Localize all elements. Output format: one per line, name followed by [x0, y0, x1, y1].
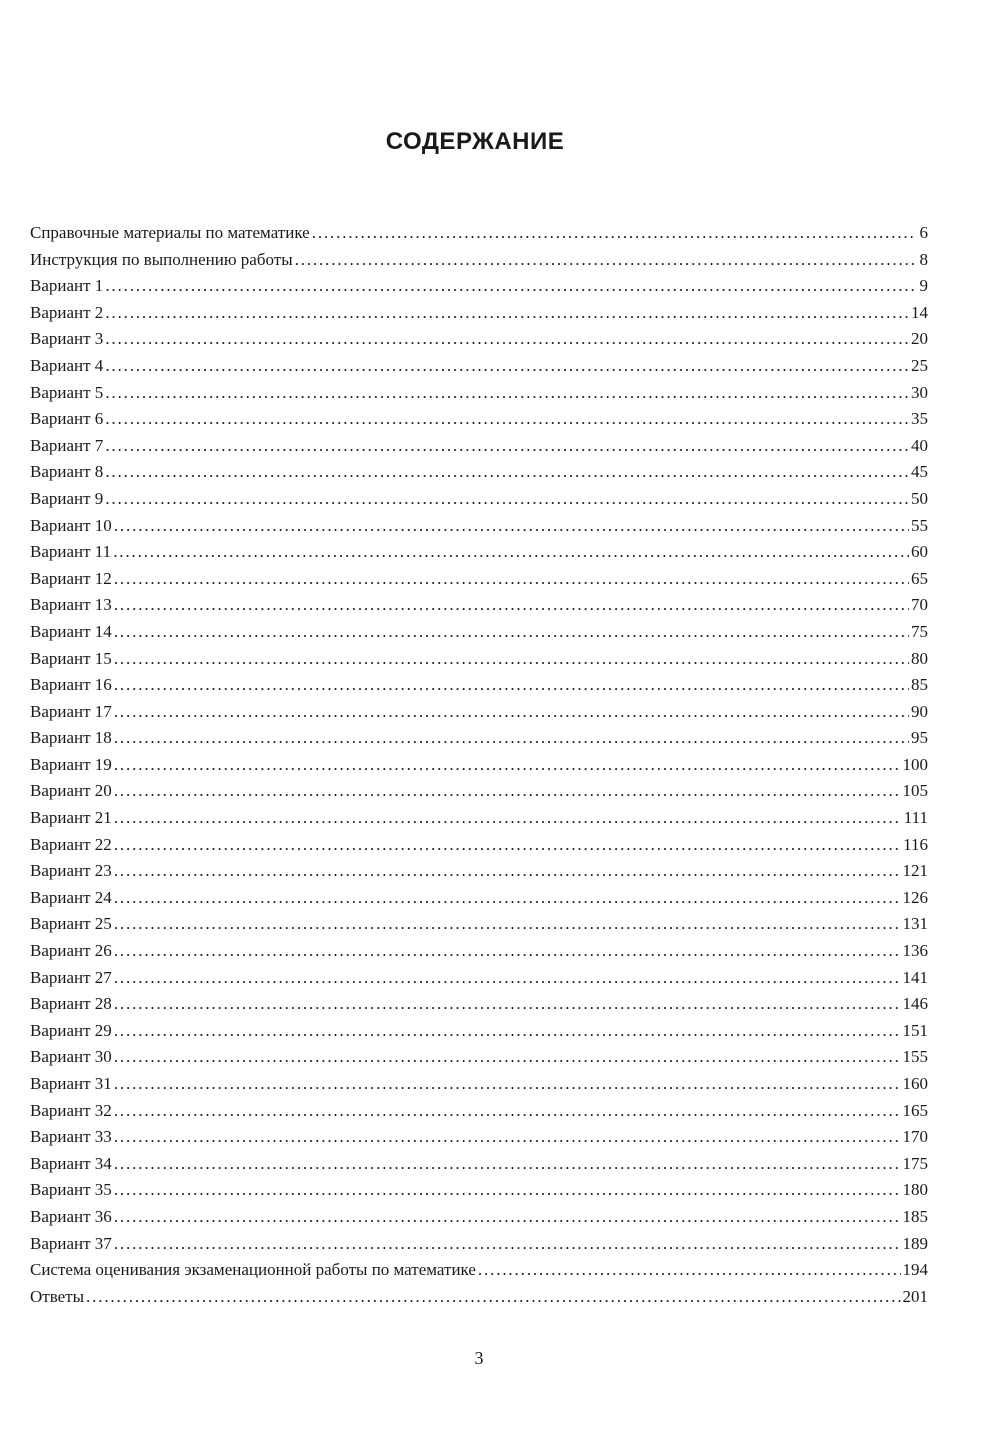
toc-entry-label: Вариант 4	[30, 355, 104, 375]
toc-entry-label: Вариант 24	[30, 887, 112, 907]
toc-entry	[30, 247, 928, 274]
dot-leader	[86, 1284, 900, 1311]
table-of-contents	[30, 220, 928, 1310]
toc-entry-label: Вариант 13	[30, 595, 112, 615]
toc-entry-page: 25	[911, 355, 928, 375]
toc-entry-label: Вариант 12	[30, 568, 112, 588]
toc-entry-label: Вариант 28	[30, 994, 112, 1014]
toc-entry-label: Вариант 1	[30, 276, 104, 296]
toc-entry-page: 6	[919, 223, 928, 242]
toc-entry	[30, 1018, 928, 1045]
toc-entry-label: Вариант 34	[30, 1153, 112, 1173]
toc-entry	[30, 592, 928, 619]
toc-entry-label: Вариант 22	[30, 834, 112, 854]
toc-entry-label: Вариант 18	[30, 728, 112, 748]
dot-leader	[105, 406, 909, 433]
toc-entry	[30, 539, 928, 566]
toc-entry	[30, 220, 928, 247]
toc-entry	[30, 619, 928, 646]
toc-entry-label: Вариант 26	[30, 941, 112, 961]
toc-entry-page: 30	[911, 382, 928, 402]
toc-entry-page: 20	[911, 329, 928, 349]
toc-entry-page: 175	[902, 1153, 928, 1173]
toc-entry-page: 9	[919, 276, 928, 296]
toc-entry-label: Вариант 32	[30, 1100, 112, 1120]
toc-entry	[30, 1098, 928, 1125]
dot-leader	[114, 778, 901, 805]
toc-entry	[30, 380, 928, 407]
toc-entry	[30, 406, 928, 433]
dot-leader	[114, 752, 901, 779]
toc-entry	[30, 832, 928, 859]
toc-entry-label: Вариант 6	[30, 409, 104, 429]
toc-entry-label: Система оценивания экзаменационной работы по математике	[30, 1260, 476, 1280]
dot-leader	[105, 300, 909, 327]
dot-leader	[105, 273, 916, 300]
dot-leader	[114, 858, 901, 885]
toc-entry-label: Вариант 21	[30, 808, 112, 828]
toc-entry	[30, 858, 928, 885]
toc-entry	[30, 938, 928, 965]
toc-entry-page: 185	[902, 1206, 928, 1226]
dot-leader	[114, 646, 909, 673]
toc-entry-page: 141	[902, 967, 928, 987]
toc-entry-page: 70	[911, 595, 928, 615]
page-title: СОДЕРЖАНИЕ	[385, 128, 565, 156]
toc-entry-page: 85	[911, 675, 928, 695]
toc-entry-page: 105	[902, 781, 928, 801]
toc-entry-label: Вариант 35	[30, 1180, 112, 1200]
toc-entry-page: 14	[911, 302, 928, 322]
toc-entry	[30, 646, 928, 673]
toc-entry-label: Вариант 29	[30, 1020, 112, 1040]
toc-entry	[30, 672, 928, 699]
dot-leader	[105, 326, 909, 353]
toc-entry	[30, 885, 928, 912]
toc-entry-page: 194	[902, 1260, 928, 1280]
toc-entry-page: 136	[902, 941, 928, 961]
toc-entry-page: 189	[902, 1233, 928, 1253]
dot-leader	[114, 1204, 901, 1231]
toc-entry-page: 95	[911, 728, 928, 748]
dot-leader	[114, 832, 901, 859]
toc-entry-page: 8	[919, 249, 928, 269]
toc-entry	[30, 1071, 928, 1098]
toc-entry-label: Вариант 25	[30, 914, 112, 934]
toc-entry	[30, 752, 928, 779]
toc-entry-page: 60	[911, 542, 928, 562]
toc-entry-page: 146	[902, 994, 928, 1014]
toc-entry-page: 65	[911, 568, 928, 588]
toc-entry	[30, 459, 928, 486]
toc-entry-page: 40	[911, 435, 928, 455]
toc-entry	[30, 1257, 928, 1284]
toc-entry-page: 165	[902, 1100, 928, 1120]
dot-leader	[478, 1257, 901, 1284]
toc-entry-page: 201	[902, 1286, 928, 1306]
dot-leader	[114, 938, 901, 965]
toc-entry	[30, 1204, 928, 1231]
dot-leader	[114, 1018, 901, 1045]
toc-entry-label: Вариант 8	[30, 462, 104, 482]
dot-leader	[114, 619, 909, 646]
toc-entry	[30, 1124, 928, 1151]
dot-leader	[114, 911, 901, 938]
toc-entry-label: Вариант 23	[30, 861, 112, 881]
toc-entry	[30, 805, 928, 832]
dot-leader	[114, 965, 901, 992]
toc-entry	[30, 433, 928, 460]
dot-leader	[114, 513, 909, 540]
dot-leader	[105, 486, 909, 513]
dot-leader	[114, 885, 901, 912]
dot-leader	[114, 1124, 901, 1151]
toc-entry-page: 121	[902, 861, 928, 881]
toc-entry	[30, 699, 928, 726]
toc-entry-page: 116	[903, 834, 928, 854]
toc-entry	[30, 1177, 928, 1204]
dot-leader	[114, 1231, 901, 1258]
toc-entry-page: 100	[902, 754, 928, 774]
toc-entry-page: 75	[911, 621, 928, 641]
dot-leader	[114, 592, 909, 619]
toc-entry-label: Вариант 2	[30, 302, 104, 322]
toc-entry-label: Инструкция по выполнению работы	[30, 249, 293, 269]
toc-entry	[30, 725, 928, 752]
toc-entry	[30, 353, 928, 380]
toc-entry-page: 151	[902, 1020, 928, 1040]
page-number: 3	[474, 1348, 484, 1368]
toc-entry-page: 50	[911, 488, 928, 508]
toc-entry	[30, 1044, 928, 1071]
toc-entry-page: 180	[902, 1180, 928, 1200]
dot-leader	[114, 1098, 901, 1125]
toc-entry	[30, 566, 928, 593]
toc-entry-page: 170	[902, 1127, 928, 1147]
toc-entry-label: Вариант 27	[30, 967, 112, 987]
toc-entry-label: Вариант 19	[30, 754, 112, 774]
toc-entry-label: Вариант 7	[30, 435, 104, 455]
toc-entry-label: Вариант 31	[30, 1074, 112, 1093]
toc-entry-page: 45	[911, 462, 928, 482]
toc-entry	[30, 911, 928, 938]
toc-entry	[30, 273, 928, 300]
toc-entry	[30, 1284, 928, 1311]
dot-leader	[114, 1151, 901, 1178]
toc-entry-page: 35	[911, 409, 928, 429]
toc-entry-label: Вариант 11	[30, 542, 112, 562]
toc-entry-page: 80	[911, 648, 928, 668]
toc-entry-label: Вариант 5	[30, 382, 104, 402]
toc-entry-page: 131	[902, 914, 928, 934]
dot-leader	[114, 699, 909, 726]
toc-entry-page: 160	[902, 1074, 928, 1093]
toc-entry	[30, 778, 928, 805]
toc-entry	[30, 513, 928, 540]
dot-leader	[114, 991, 901, 1018]
toc-entry	[30, 486, 928, 513]
toc-entry-page: 126	[902, 887, 928, 907]
toc-entry-label: Вариант 10	[30, 515, 112, 535]
toc-entry-page: 155	[902, 1047, 928, 1067]
toc-entry-label: Вариант 9	[30, 488, 104, 508]
toc-entry	[30, 991, 928, 1018]
toc-entry-label: Вариант 15	[30, 648, 112, 668]
toc-entry-label: Вариант 36	[30, 1206, 112, 1226]
dot-leader	[105, 433, 909, 460]
toc-entry-label: Вариант 16	[30, 675, 112, 695]
toc-entry	[30, 1151, 928, 1178]
dot-leader	[114, 725, 909, 752]
toc-entry-page: 90	[911, 701, 928, 721]
toc-entry-label: Вариант 30	[30, 1047, 112, 1067]
toc-entry	[30, 300, 928, 327]
toc-entry	[30, 965, 928, 992]
dot-leader	[114, 805, 902, 832]
toc-entry-label: Ответы	[30, 1286, 85, 1306]
dot-leader	[114, 566, 909, 593]
dot-leader	[114, 1044, 901, 1071]
dot-leader	[114, 1071, 901, 1098]
dot-leader	[114, 672, 909, 699]
toc-entry-page: 111	[903, 808, 928, 828]
dot-leader	[295, 247, 916, 274]
toc-entry-label: Справочные материалы по математике	[30, 223, 310, 242]
toc-entry-label: Вариант 33	[30, 1127, 112, 1147]
toc-entry-page: 55	[911, 515, 928, 535]
toc-entry-label: Вариант 37	[30, 1233, 112, 1253]
dot-leader	[114, 1177, 901, 1204]
dot-leader	[105, 459, 909, 486]
dot-leader	[312, 220, 916, 247]
toc-entry-label: Вариант 3	[30, 329, 104, 349]
toc-entry-label: Вариант 20	[30, 781, 112, 801]
dot-leader	[105, 353, 909, 380]
dot-leader	[105, 380, 909, 407]
toc-entry-label: Вариант 14	[30, 621, 112, 641]
toc-entry-label: Вариант 17	[30, 701, 112, 721]
dot-leader	[113, 539, 909, 566]
toc-entry	[30, 1231, 928, 1258]
toc-entry	[30, 326, 928, 353]
